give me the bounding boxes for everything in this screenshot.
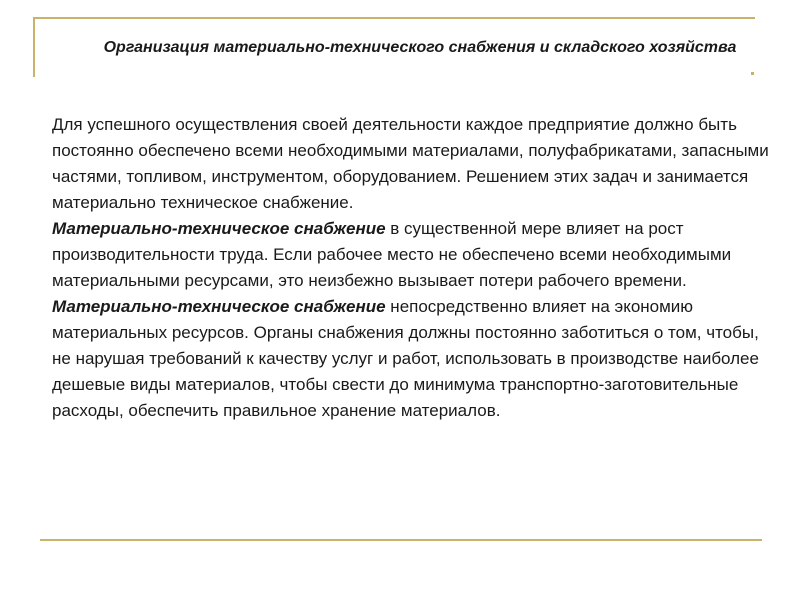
paragraph-3 (52, 294, 772, 424)
slide-body (52, 112, 772, 424)
paragraph-2 (52, 216, 772, 294)
paragraph-3-term: Материально-техническое снабжение (52, 297, 386, 316)
paragraph-2-text: в существенной мере влияет на рост производительности труда. Если рабочее место не обеспечено всеми необходимыми материальными ресурсами, это неизбежно вызывает потери рабочего времени. (52, 219, 732, 290)
corner-dot (751, 72, 754, 75)
slide-title: Организация материально-технического снабжения и складского хозяйства (103, 39, 737, 56)
paragraph-1: Для успешного осуществления своей деятельности каждое предприятие должно быть постоянно обеспечено всеми необходимыми материалами, полуфабрикатами, запасными частями, топливом, инструментом, оборудованием. Решением этих задач и занимается материально техническое снабжение. (52, 115, 769, 212)
bottom-divider (40, 539, 762, 541)
left-divider (33, 17, 35, 77)
paragraph-3-text: непосредственно влияет на экономию материальных ресурсов. Органы снабжения должны постоянно заботиться о том, чтобы, не нарушая требований к качеству услуг и работ, использовать в производстве наиболее дешевые виды материалов, чтобы свести до минимума транспортно-заготовительные расходы, обеспечить правильное хранение материалов. (52, 297, 759, 420)
paragraph-2-term: Материально-техническое снабжение (52, 219, 386, 238)
top-divider (33, 17, 755, 19)
